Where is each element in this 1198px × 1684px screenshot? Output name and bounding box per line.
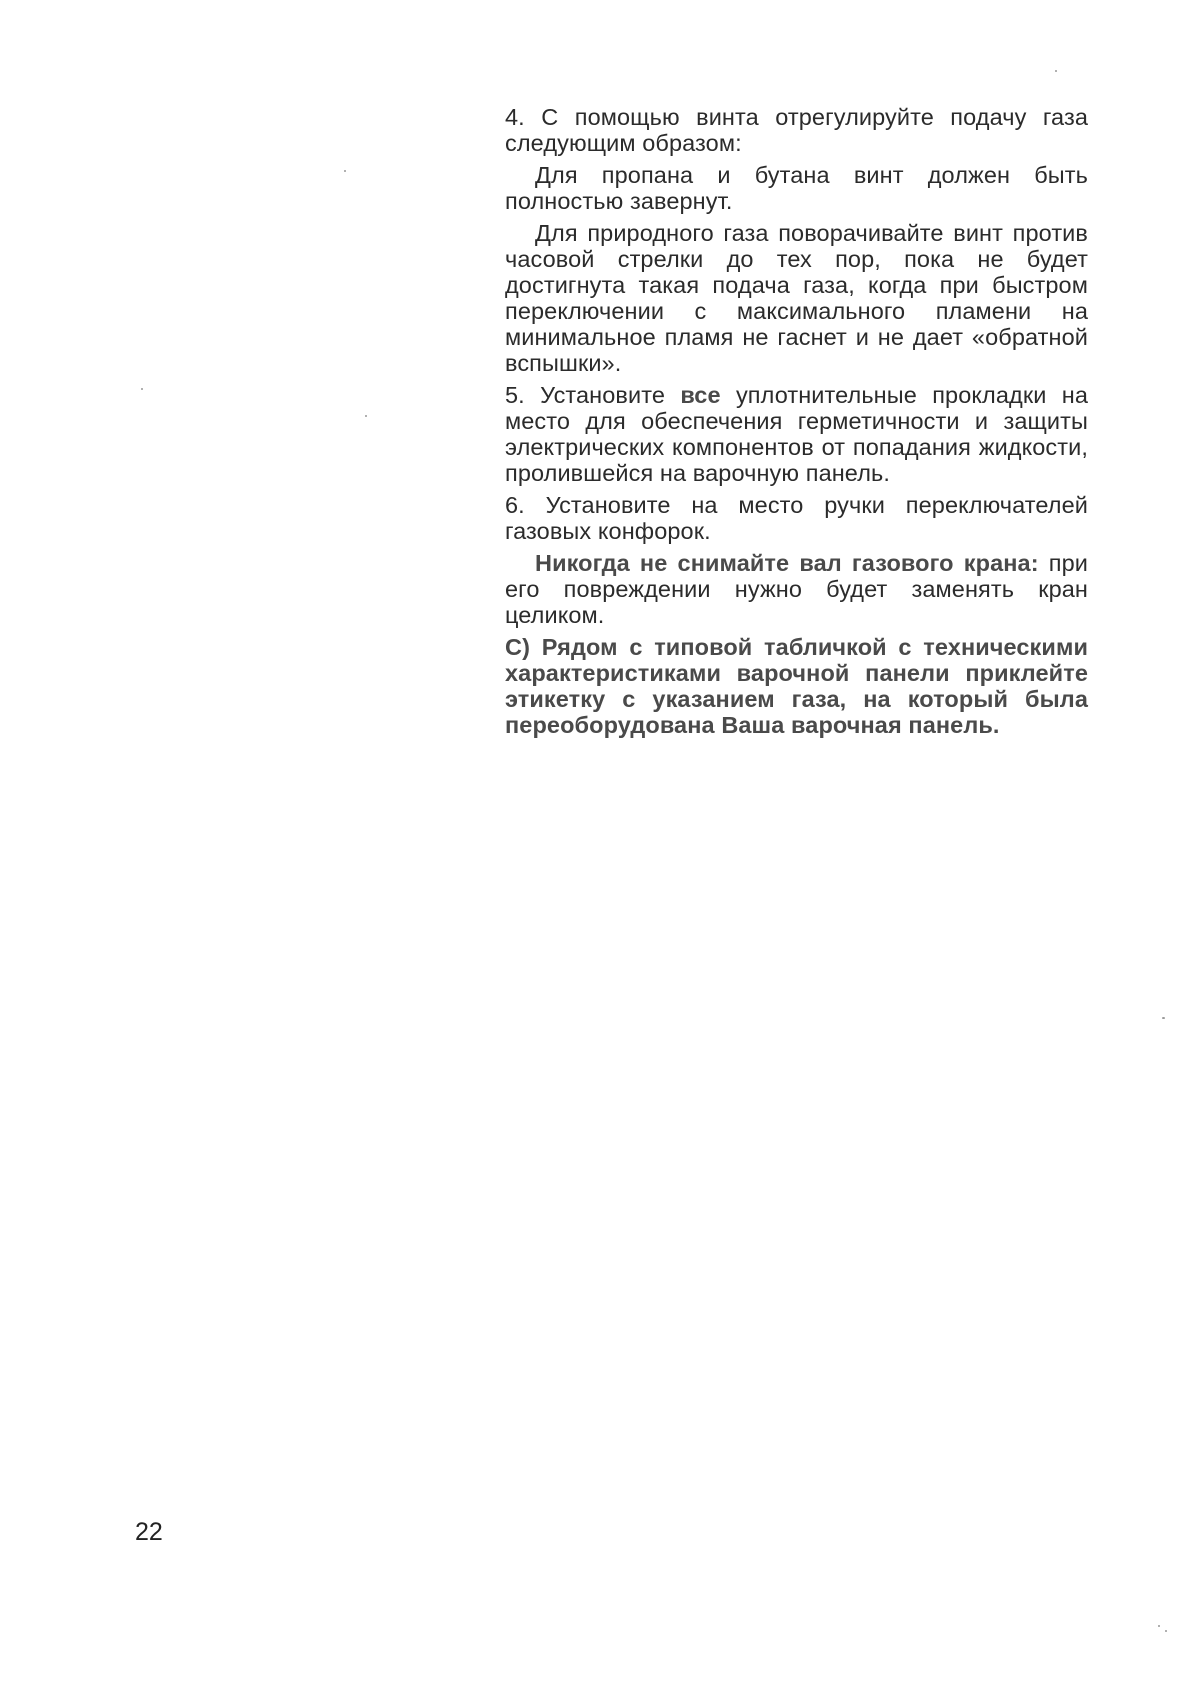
scan-speck bbox=[344, 170, 346, 172]
step-5-paragraph bbox=[505, 382, 1088, 486]
step-6-paragraph: 6. Установите на место ручки переключателей газовых конфорок. bbox=[505, 492, 1088, 544]
text-column bbox=[505, 104, 1088, 744]
step-5-rest: уплотнительные прокладки на место для обеспечения герметичности и защиты электрических компонентов от попадания жидкости, пролившейся на варочную панель. bbox=[505, 382, 1088, 486]
step-5-bold-word: все bbox=[680, 382, 721, 408]
warning-paragraph bbox=[505, 550, 1088, 628]
step-5-lead: 5. Установите bbox=[505, 382, 681, 408]
scan-speck bbox=[1165, 1630, 1167, 1632]
step-c-paragraph: С) Рядом с типовой табличкой с техническими характеристиками варочной панели приклейте этикетку с указанием газа, на который была переоборудована Ваша варочная панель. bbox=[505, 634, 1088, 738]
scan-speck bbox=[1162, 1017, 1165, 1019]
warning-rest: при его повреждении нужно будет заменять кран целиком. bbox=[505, 550, 1088, 628]
propane-butane-paragraph: Для пропана и бутана винт должен быть полностью завернут. bbox=[505, 162, 1088, 214]
scan-speck bbox=[1055, 70, 1057, 72]
warning-bold-text: Никогда не снимайте вал газового крана: bbox=[535, 550, 1039, 576]
page-number: 22 bbox=[135, 1518, 163, 1546]
scan-speck bbox=[141, 388, 143, 390]
step-4-paragraph: 4. С помощью винта отрегулируйте подачу газа следующим образом: bbox=[505, 104, 1088, 156]
natural-gas-paragraph: Для природного газа поворачивайте винт против часовой стрелки до тех пор, пока не будет достигнута такая подача газа, когда при быстром переключении с максимального пламени на минимальное пламя не гаснет и не дает «обратной вспышки». bbox=[505, 220, 1088, 376]
scan-speck bbox=[1158, 1625, 1160, 1627]
scan-speck bbox=[365, 415, 367, 417]
